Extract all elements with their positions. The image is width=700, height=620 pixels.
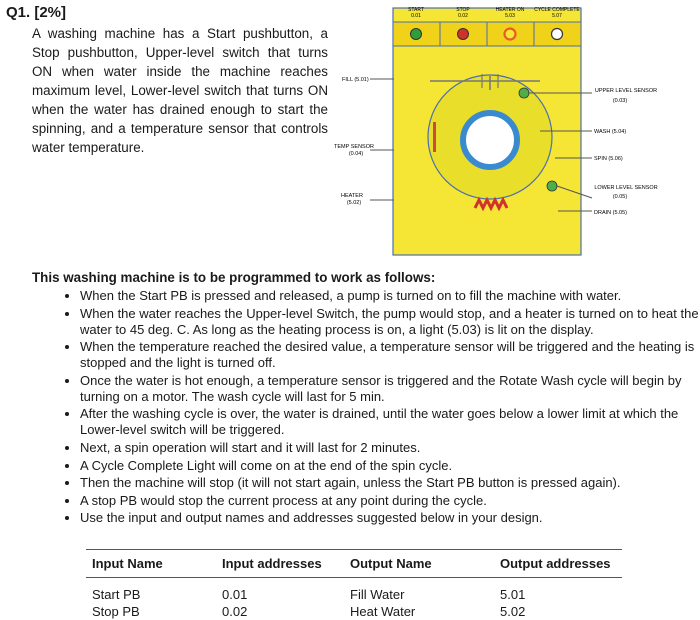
start-addr: 0.01: [411, 13, 421, 19]
stop-caption: STOP: [456, 7, 470, 13]
washing-machine-diagram: [330, 0, 670, 262]
program-steps: [40, 288, 700, 528]
list-item: • A stop PB would stop the current process at any point during the cycle.: [80, 493, 700, 509]
lower-level-label: LOWER LEVEL SENSOR: [594, 185, 658, 191]
list-item: • Use the input and output names and addresses suggested below in your design.: [80, 510, 700, 526]
table-cell: 0.02: [222, 604, 248, 619]
table-cell: Stop PB: [92, 604, 140, 619]
list-item: • After the washing cycle is over, the water is drained, until the water goes below a lower limit at which the Lower-level switch will be triggered.: [80, 406, 700, 438]
table-cell: 0.01: [222, 587, 248, 602]
list-item: • When the temperature reached the desired value, a temperature sensor will be triggered and the heating is stopped and the light is turned off.: [80, 339, 700, 371]
temp-probe: [433, 122, 436, 152]
program-title: This washing machine is to be programmed to work as follows:: [32, 270, 436, 285]
list-item: • A Cycle Complete Light will come on at the end of the spin cycle.: [80, 458, 700, 474]
temp-sensor-addr: (0.04): [348, 151, 364, 157]
list-item: • Once the water is hot enough, a temperature sensor is triggered and the Rotate Wash cycle will begin by turning on a motor. The wash cycle will last for 5 min.: [80, 373, 700, 405]
table-cell: 5.02: [500, 604, 526, 619]
start-caption: START: [408, 7, 424, 13]
fill-label: FILL (5.01): [342, 77, 369, 83]
heater-addr: (5.02): [346, 200, 362, 206]
cycle-complete-addr: 5.07: [552, 13, 562, 19]
heater-on-lamp: [505, 29, 516, 40]
heater-label: HEATER: [341, 193, 363, 199]
table-cell: Start PB: [92, 587, 141, 602]
list-item: • When the water reaches the Upper-level Switch, the pump would stop, and a heater is turned on to heat the water to 45 deg. C. As long as the heating process is on, a light (5.03) is lit on the display.: [80, 306, 700, 338]
list-item: • Then the machine will stop (it will not start again, unless the Start PB button is pressed again).: [80, 475, 700, 491]
start-lamp: [411, 29, 422, 40]
lower-level-addr: (0.05): [612, 194, 628, 200]
header-output-addresses: Output addresses: [494, 550, 622, 578]
upper-level-addr: (0.03): [612, 98, 628, 104]
table-header-row: [86, 550, 622, 578]
table-row: [86, 578, 622, 604]
cycle-complete-caption: CYCLE COMPLETE: [534, 7, 580, 13]
table-row: [86, 603, 622, 620]
drain-label: DRAIN (5.05): [594, 210, 628, 216]
stop-addr: 0.02: [458, 13, 468, 19]
lower-level-sensor: [547, 181, 557, 191]
table-cell: Heat Water: [350, 604, 416, 619]
wash-label: WASH (5.04): [594, 129, 627, 135]
list-item: • When the Start PB is pressed and released, a pump is turned on to fill the machine with water.: [80, 288, 700, 304]
cycle-complete-lamp: [552, 29, 563, 40]
header-input-name: Input Name: [86, 550, 216, 578]
question-text: A washing machine has a Start pushbutton, a Stop pushbutton, Upper-level switch that turns ON when water inside the machine reaches maximum level, Lower-level switch that turns ON when the water has drained enough to start the spinning, and a temperature sensor that controls water temperature.: [32, 26, 328, 155]
heater-on-addr: 5.03: [505, 13, 515, 19]
temp-sensor-label: TEMP SENSOR: [334, 144, 374, 150]
upper-level-sensor: [519, 88, 529, 98]
heater-on-caption: HEATER ON: [495, 7, 525, 13]
question-label: Q1. [2%]: [6, 4, 67, 21]
drum-door: [463, 113, 517, 167]
io-table: [86, 549, 622, 620]
spin-label: SPIN (5.06): [594, 156, 623, 162]
header-input-addresses: Input addresses: [216, 550, 344, 578]
header-output-name: Output Name: [344, 550, 494, 578]
list-item: • Next, a spin operation will start and it will last for 2 minutes.: [80, 440, 700, 456]
table-cell: 5.01: [500, 587, 526, 602]
upper-level-label: UPPER LEVEL SENSOR: [594, 88, 658, 94]
table-cell: Fill Water: [350, 587, 405, 602]
stop-lamp: [458, 29, 469, 40]
